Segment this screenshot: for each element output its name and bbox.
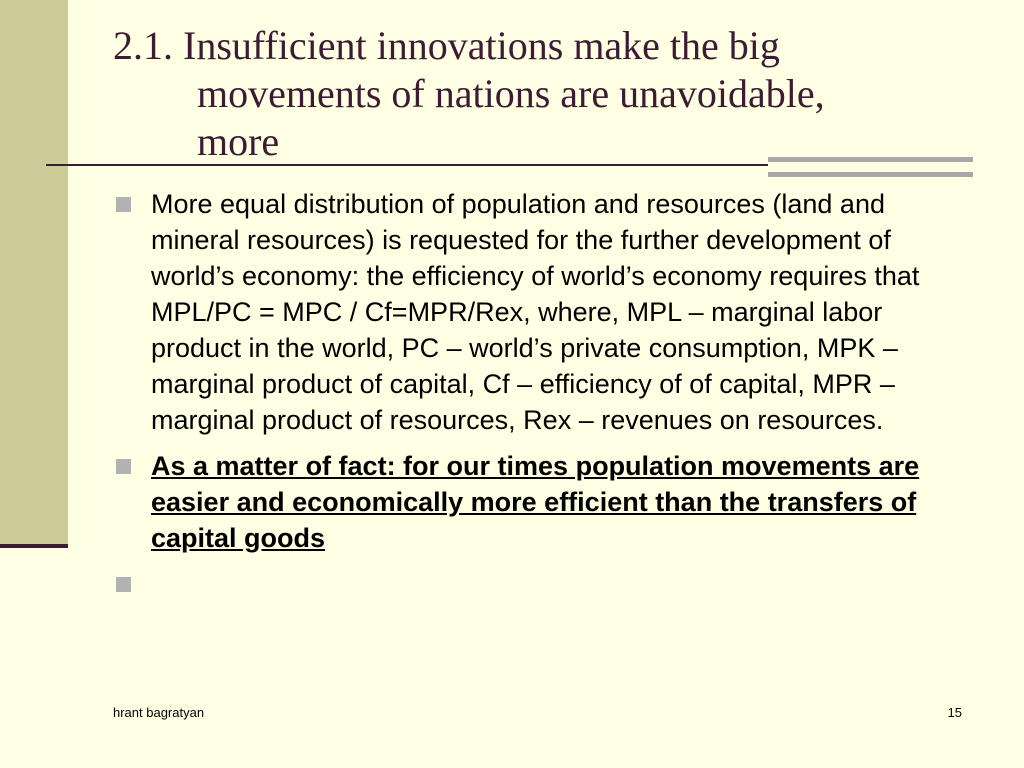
title-accent-bar-bottom <box>768 172 973 177</box>
bullet-square-icon <box>116 197 131 212</box>
footer-author: hrant bagratyan <box>113 705 205 720</box>
footer-page-number: 15 <box>947 705 962 720</box>
bullet-square-icon <box>116 577 131 592</box>
bullet-item-2 <box>116 448 976 556</box>
title-underline-rule <box>46 164 768 166</box>
slide-title-line-2: movements of nations are unavoidable, <box>197 71 825 116</box>
bullet-text-emphasis: As a matter of fact: for our times population movements are easier and economically more efficient than the transfers of capital goods <box>151 451 920 553</box>
bullet-item-1 <box>116 186 976 438</box>
bullet-square-icon <box>116 459 131 474</box>
title-accent-bar-top <box>768 157 973 162</box>
bullet-text: More equal distribution of population and resources (land and mineral resources) is requested for the further development of world’s economy: the efficiency of world’s economy requires that MPL/PC = MPC / Cf=MPR/Rex, where, MPL – marginal labor product in the world, PC – world’s private consumption, MPK – marginal product of capital, Cf – efficiency of of capital, MPR – marginal product of resources, Rex – revenues on resources. <box>151 189 920 435</box>
slide-content <box>116 186 976 566</box>
side-decoration-band <box>0 0 68 545</box>
slide-title <box>113 22 943 166</box>
side-decoration-rule <box>0 544 68 548</box>
slide-title-line-1: 2.1. Insufficient innovations make the big <box>113 23 780 68</box>
slide-title-line-3: more <box>197 119 280 164</box>
